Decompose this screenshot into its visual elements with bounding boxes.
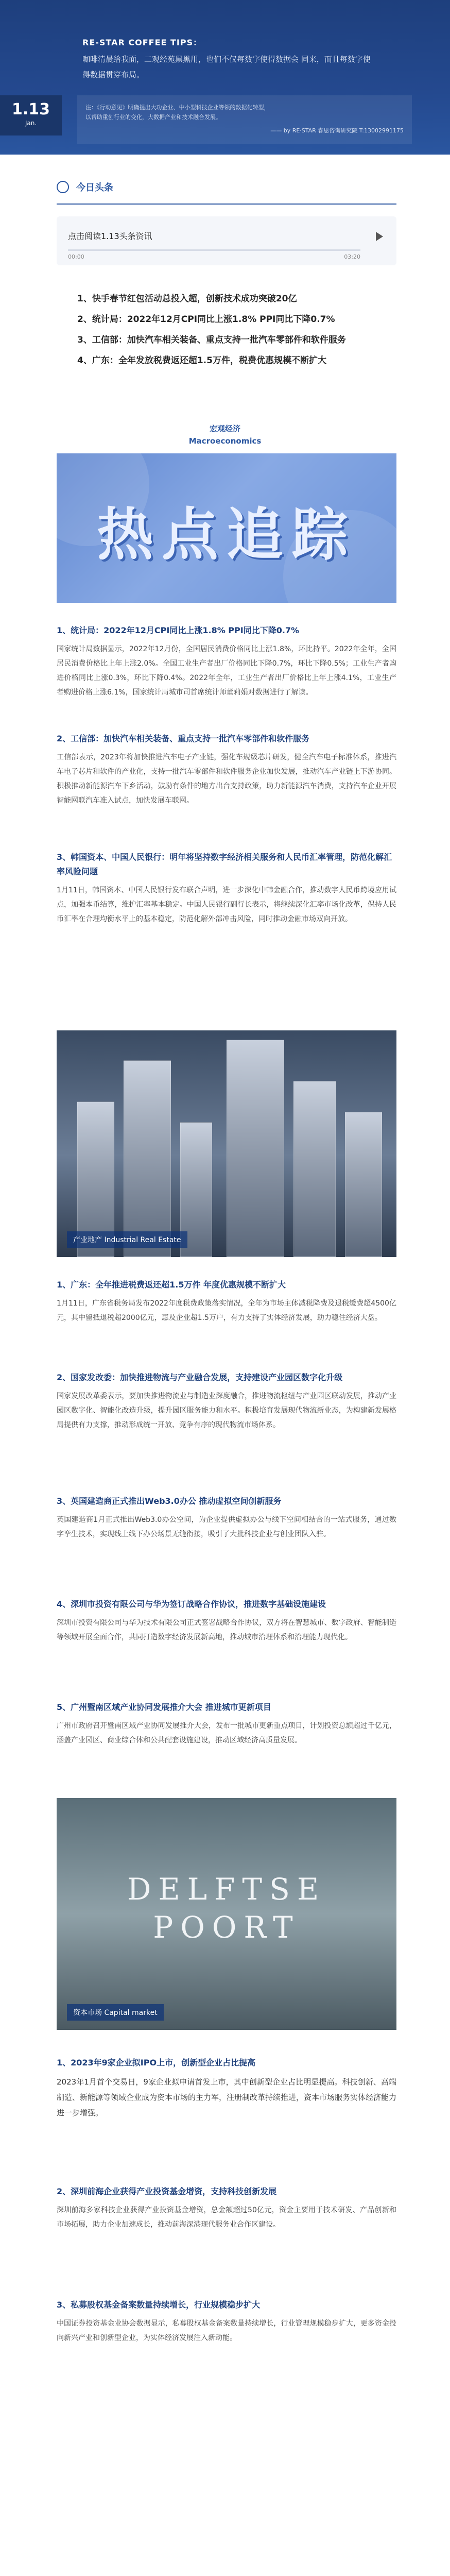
date-badge — [0, 95, 62, 135]
news-body: 国家发展改革委表示，要加快推进物流业与制造业深度融合，推进物流枢纽与产业园区联动发展，推动产业园区数字化、智能化改造升级，提升园区服务能力和水平。积极培育发展现代物流新业态，为构建新发展格局提供有力支撑，推动形成统一开放、竞争有序的现代物流市场体系。 — [57, 1392, 396, 1429]
news-title: 1、广东：全年推进税费返还超1.5万件 年度优惠规模不断扩大 — [57, 1280, 286, 1290]
news-title: 1、统计局：2022年12月CPI同比上涨1.8% PPI同比下降0.7% — [57, 625, 300, 635]
building-shape — [345, 1112, 382, 1257]
source-label: —— by RE·STAR 睿思咨询研究院 — [270, 127, 358, 134]
hero-text: 热点追踪 — [97, 502, 356, 568]
capital-market-image — [57, 1798, 396, 2030]
summary-list — [77, 289, 407, 371]
news-item — [57, 1370, 396, 1432]
news-item — [57, 2056, 396, 2121]
news-item — [57, 2298, 396, 2345]
news-title: 2、工信部：加快汽车相关装备、重点支持一批汽车零部件和软件服务 — [57, 734, 310, 743]
date-month: Jan. — [25, 120, 37, 127]
news-body: 深圳前海多家科技企业获得产业投资基金增资，总金额超过50亿元，资金主要用于技术研发、产品创新和市场拓展，助力企业加速成长，推动前海深港现代服务业合作区建设。 — [57, 2206, 396, 2229]
header-banner — [0, 0, 450, 155]
news-body: 中国证券投资基金业协会数据显示，私募股权基金备案数量持续增长，行业管理规模稳步扩大，更多资金投向新兴产业和创新型企业，为实体经济发展注入新动能。 — [57, 2319, 396, 2342]
section-head — [57, 180, 113, 194]
audio-progress[interactable] — [68, 249, 360, 251]
quote-text: 注：《行动意见》明确提出大功企业、中小型科技企业等领的数据化转型，以帮助重创行业的变化，大数据产业和技术融合发展。 — [85, 104, 270, 121]
news-item — [57, 1700, 396, 1748]
tips-body: 咖啡清晨给我面，二观经苑黑黑用，也们不仅每数字使得数据会 同来，而且每数字使得数据贯穿布局。 — [82, 55, 371, 79]
news-body: 1月11日，韩国资本、中国人民银行发布联合声明，进一步深化中韩金融合作，推动数字人民币跨境应用试点，加强本币结算，维护汇率基本稳定。中国人民银行副行长表示，将继续深化汇率市场化改革，保持人民币汇率在合理均衡水平上的基本稳定，防范化解外部冲击风险，同时推动金融市场双向开放。 — [57, 886, 396, 923]
summary-item: 2、统计局：2022年12月CPI同比上涨1.8% PPI同比下降0.7% — [77, 314, 335, 325]
building-shape — [227, 1040, 284, 1257]
building-shape — [124, 1060, 171, 1257]
building-shape — [293, 1081, 336, 1257]
news-item — [57, 1597, 396, 1645]
news-item — [57, 1494, 396, 1541]
macro-label — [0, 422, 450, 447]
date-day: 1.13 — [11, 100, 50, 118]
tips-title: RE-STAR COFFEE TIPS： — [82, 38, 202, 47]
news-title: 3、私募股权基金备案数量持续增长，行业规模稳步扩大 — [57, 2300, 261, 2310]
quote-box — [77, 95, 412, 144]
circle-icon — [57, 181, 69, 193]
news-body: 英国建造商1月正式推出Web3.0办公空间，为企业提供虚拟办公与线下空间相结合的一站式服务，通过数字孪生技术，实现线上线下办公场景无缝衔接，吸引了大批科技企业与创业团队入驻。 — [57, 1516, 396, 1538]
play-icon[interactable] — [376, 232, 383, 241]
audio-player[interactable] — [57, 216, 396, 265]
news-title: 3、韩国资本、中国人民银行：明年将坚持数字经济相关服务和人民币汇率管理，防范化解汇率风险问题 — [57, 852, 392, 876]
hero-banner — [57, 453, 396, 603]
news-body: 1月11日，广东省税务局发布2022年度税费政策落实情况，全年为市场主体减税降费及退税缓费超4500亿元，其中留抵退税超2000亿元，惠及企业超1.5万户，有力支持了实体经济发展，助力稳住经济大盘。 — [57, 1299, 396, 1322]
macro-label-cn: 宏观经济 — [209, 424, 240, 433]
news-title: 5、广州暨南区域产业协同发展推介大会 推进城市更新项目 — [57, 1702, 271, 1712]
summary-item: 1、快手春节红包活动总投入超，创新技术成功突破20亿 — [77, 294, 297, 304]
summary-item: 3、工信部：加快汽车相关装备、重点支持一批汽车零部件和软件服务 — [77, 335, 346, 345]
news-body: 国家统计局数据显示，2022年12月份，全国居民消费价格同比上涨1.8%，环比持平。2022年全年，全国居民消费价格比上年上涨2.0%。全国工业生产者出厂价格同比下降0.7%，环比下降0.5%；工业生产者购进价格同比上涨0.3%，环比下降0.4%。2022年全年，工业生产者出厂价格比上年上涨4.1%，工业生产者购进价格上涨6.1%，国家统计局城市司首席统计师董莉娟对数据进行了解读。 — [57, 645, 396, 697]
news-title: 4、深圳市投资有限公司与华为签订战略合作协议，推进数字基础设施建设 — [57, 1599, 326, 1609]
divider — [57, 204, 396, 205]
news-item — [57, 2184, 396, 2232]
news-item — [57, 850, 396, 926]
news-body: 广州市政府召开暨南区域产业协同发展推介大会，发布一批城市更新重点项目，计划投资总额超过千亿元，涵盖产业园区、商业综合体和公共配套设施建设，推动区域经济高质量发展。 — [57, 1722, 396, 1744]
image-caption: 资本市场 Capital market — [67, 2004, 164, 2021]
image-caption: 产业地产 Industrial Real Estate — [67, 1231, 187, 1248]
section-title: 今日头条 — [76, 182, 113, 193]
building-lettering: DELFTSE POORT — [127, 1872, 326, 1945]
news-item — [57, 623, 396, 700]
macro-label-en: Macroeconomics — [188, 436, 262, 446]
news-body: 2023年1月首个交易日，9家企业拟申请首发上市，其中创新型企业占比明显提高。科技创新、高端制造、新能源等领域企业成为资本市场的主力军，注册制改革持续推进，资本市场服务实体经济能力进一步增强。 — [57, 2077, 397, 2117]
news-title: 3、英国建造商正式推出Web3.0办公 推动虚拟空间创新服务 — [57, 1496, 282, 1506]
quote-source — [270, 126, 404, 134]
news-title: 2、国家发改委：加快推进物流与产业融合发展，支持建设产业园区数字化升级 — [57, 1372, 343, 1382]
audio-time-start: 00:00 — [68, 253, 84, 260]
audio-time-end: 03:20 — [344, 253, 360, 260]
audio-title: 点击阅读1.13头条资讯 — [68, 231, 152, 241]
phone-number: T:13002991175 — [359, 127, 404, 134]
news-item — [57, 732, 396, 808]
news-body: 深圳市投资有限公司与华为技术有限公司正式签署战略合作协议，双方将在智慧城市、数字政府、智能制造等领域开展全面合作，共同打造数字经济发展新高地，推动城市治理体系和治理能力现代化。 — [57, 1619, 396, 1641]
news-body: 工信部表示，2023年将加快推进汽车电子产业链，强化车规级芯片研发，健全汽车电子标准体系，推进汽车电子芯片和软件的产业化，支持一批汽车零部件和软件服务企业加快发展，推动汽车产业链上下游协同。积极推动新能源汽车下乡活动，鼓励有条件的地方出台支持政策，助力新能源汽车消费，支持汽车企业开展智能网联汽车准入试点，加快发展车联网。 — [57, 753, 396, 805]
news-item — [57, 1278, 396, 1325]
news-title: 2、深圳前海企业获得产业投资基金增资，支持科技创新发展 — [57, 2187, 277, 2196]
industrial-image — [57, 1030, 396, 1257]
summary-item: 4、广东：全年发放税费返还超1.5万件，税费优惠规模不断扩大 — [77, 355, 326, 366]
news-title: 1、2023年9家企业拟IPO上市，创新型企业占比提高 — [57, 2058, 256, 2067]
